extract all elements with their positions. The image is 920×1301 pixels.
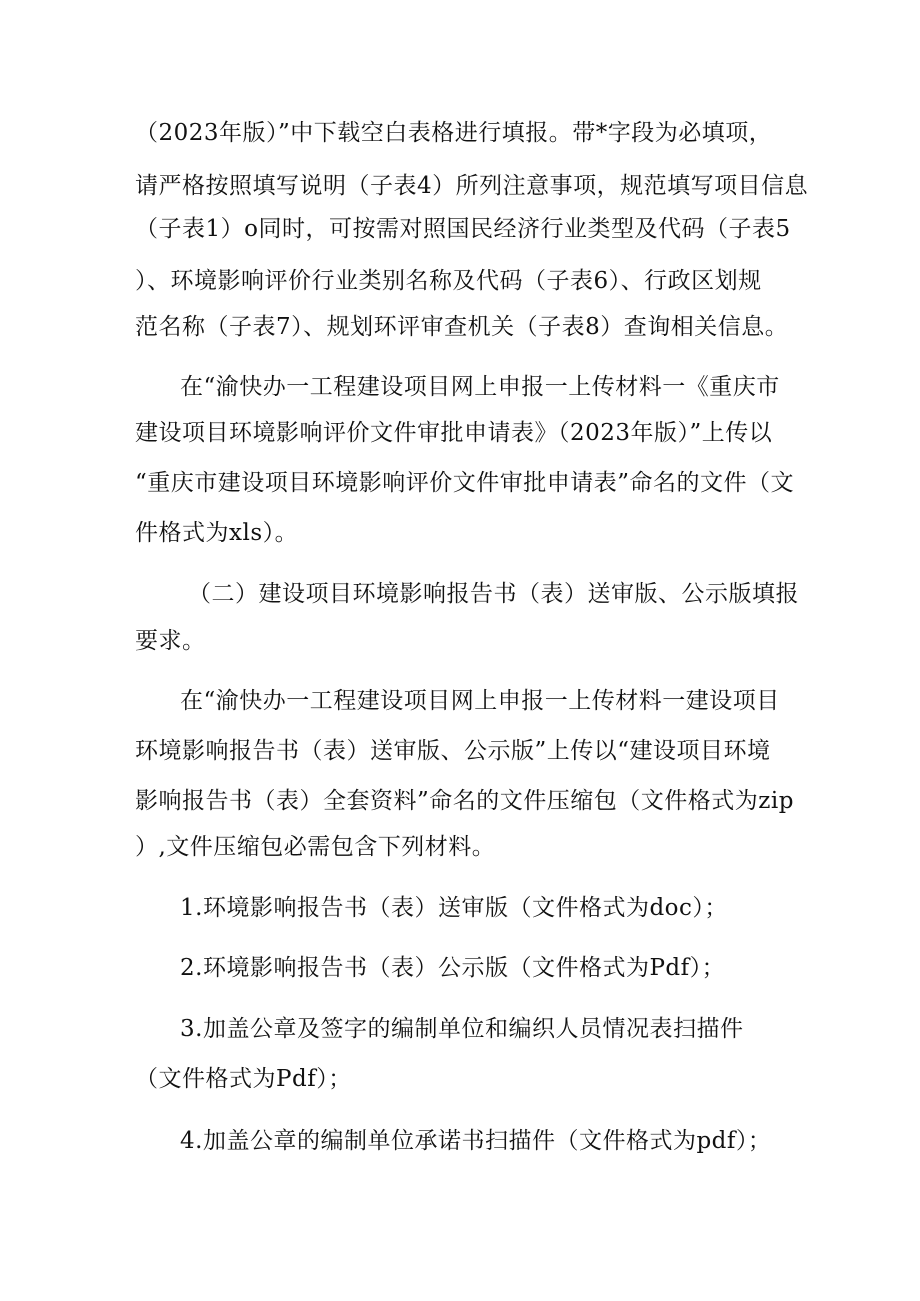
- list-item: 4.加盖公章的编制单位承诺书扫描件（文件格式为pdf）；: [180, 1128, 772, 1154]
- text-line: 影响报告书（表）全套资料”命名的文件压缩包（文件格式为zip: [135, 788, 794, 814]
- text-line: ）,文件压缩包必需包含下列材料。: [135, 834, 496, 860]
- text-line: ）、环境影响评价行业类别名称及代码（子表6）、行政区划规: [135, 268, 762, 294]
- section-heading: （二）建设项目环境影响报告书（表）送审版、公示版填报: [188, 581, 799, 607]
- text-line: “重庆市建设项目环境影响评价文件审批申请表”命名的文件（文: [135, 470, 795, 496]
- text-line: 在“渝快办一工程建设项目网上申报一上传材料一建设项目: [180, 688, 780, 714]
- text-line: （子表1）o同时，可按需对照国民经济行业类型及代码（子表5: [135, 216, 791, 242]
- list-item: （文件格式为Pdf）；: [135, 1066, 352, 1092]
- text-line: （2023年版）”中下载空白表格进行填报。带*字段为必填项，: [135, 120, 773, 146]
- text-line: 建设项目环境影响评价文件审批申请表》（2023年版）”上传以: [135, 420, 773, 446]
- text-line: 范名称（子表7）、规划环评审查机关（子表8）查询相关信息。: [135, 314, 789, 340]
- list-item: 2.环境影响报告书（表）公示版（文件格式为Pdf）；: [180, 955, 726, 981]
- list-item: 1.环境影响报告书（表）送审版（文件格式为doc）；: [180, 895, 728, 921]
- text-line: 请严格按照填写说明（子表4）所列注意事项，规范填写项目信息: [135, 173, 809, 199]
- text-line: 环境影响报告书（表）送审版、公示版”上传以“建设项目环境: [135, 738, 771, 764]
- text-line: 在“渝快办一工程建设项目网上申报一上传材料一《重庆市: [180, 374, 780, 400]
- list-item: 3.加盖公章及签字的编制单位和编织人员情况表扫描件: [180, 1016, 744, 1042]
- text-line: 件格式为xls）。: [135, 520, 299, 546]
- section-heading: 要求。: [135, 628, 206, 654]
